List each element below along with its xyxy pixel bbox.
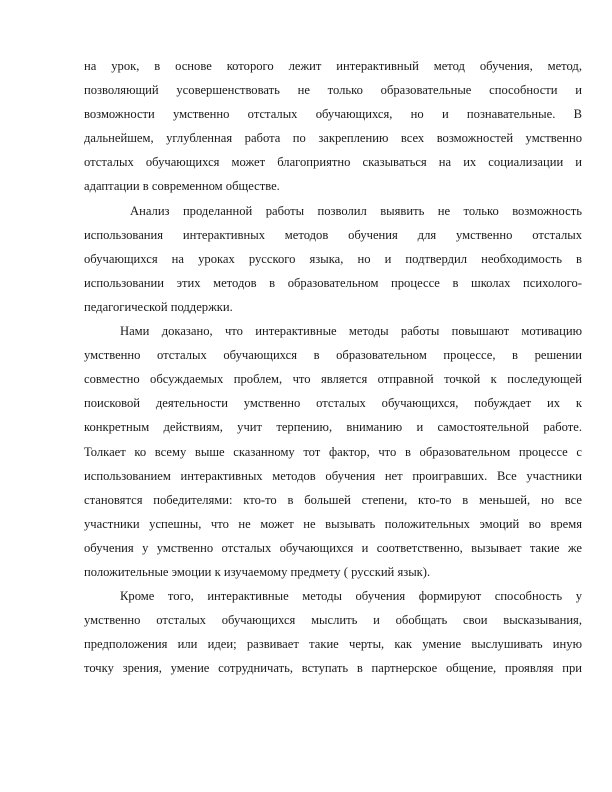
text-line: использовании этих методов в образовательном процессе в школах психолого- (84, 275, 582, 290)
text-line: педагогической поддержки. (84, 299, 233, 314)
paragraph-first-line: Анализ проделанной работы позволил выявить не только возможность (130, 203, 582, 218)
text-line: использования интерактивных методов обучения для умственно отсталых (84, 227, 582, 242)
text-line: участники успешны, что не может не вызывать положительных эмоций во время (84, 516, 582, 531)
text-line: адаптации в современном обществе. (84, 179, 280, 194)
text-line: конкретным действиям, учит терпению, вниманию и самостоятельной работе. (84, 420, 582, 435)
text-line: положительные эмоции к изучаемому предмету ( русский язык). (84, 564, 431, 579)
text-line: позволяющий усовершенствовать не только образовательные способности и (84, 83, 582, 98)
text-line: использованием интерактивных методов обучения нет проигравших. Все участники (84, 468, 582, 483)
text-line: отсталых обучающихся может благоприятно сказываться на их социализации и (84, 155, 582, 170)
document-body (84, 54, 582, 680)
text-line: совместно обсуждаемых проблем, что является отправной точкой к последующей (84, 372, 582, 387)
text-line: умственно отсталых обучающихся мыслить и обобщать свои высказывания, (84, 613, 582, 628)
paragraph-first-line: Кроме того, интерактивные методы обучения формируют способность у (120, 589, 582, 604)
text-line: становятся победителями: кто-то в большей степени, кто-то в меньшей, но все (84, 492, 582, 507)
text-line: поисковой деятельности умственно отсталых обучающихся, побуждает их к (84, 396, 582, 411)
text-line: обучения у умственно отсталых обучающихся и соответственно, вызывает такие же (84, 540, 582, 555)
paragraph-first-line: Нами доказано, что интерактивные методы работы повышают мотивацию (120, 324, 582, 339)
text-line: дальнейшем, углубленная работа по закреплению всех возможностей умственно (84, 131, 582, 146)
text-line: предположения или идеи; развивает такие черты, как умение выслушивать иную (84, 637, 582, 652)
text-line: на урок, в основе которого лежит интерактивный метод обучения, метод, (84, 59, 582, 73)
text-line: умственно отсталых обучающихся в образовательном процессе, в решении (84, 348, 582, 363)
text-line: обучающихся на уроках русского языка, но и подтвердил необходимость в (84, 251, 582, 266)
text-line: Толкает ко всему выше сказанному тот фактор, что в образовательном процессе с (84, 444, 582, 459)
text-line: возможности умственно отсталых обучающихся, но и познавательные. В (84, 107, 582, 122)
text-line: точку зрения, умение сотрудничать, вступать в партнерское общение, проявляя при (84, 661, 582, 676)
